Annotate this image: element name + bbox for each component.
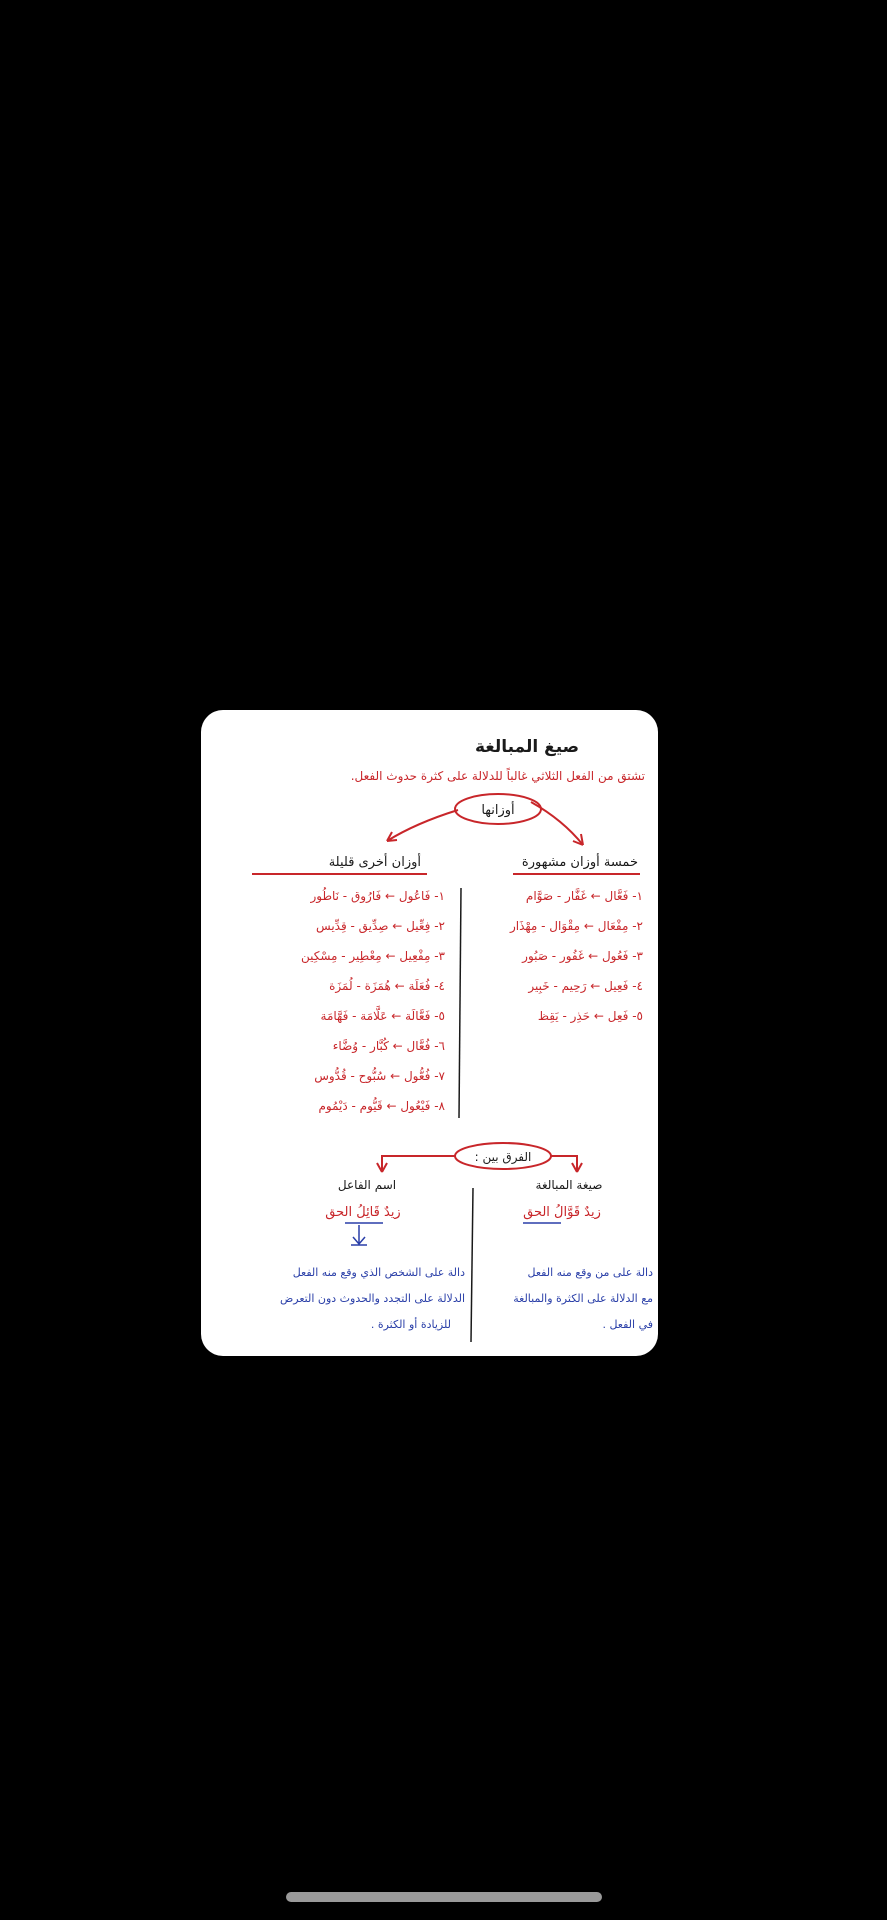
home-indicator[interactable] xyxy=(286,1892,602,1902)
agent-example: زيدٌ قَائِلُ الحق xyxy=(325,1205,401,1220)
arrow-to-famous xyxy=(531,802,583,845)
arrow-to-agent xyxy=(382,1156,455,1170)
rare-item: ٤- فُعَلَة ← هُمَزَة - لُمَزَة xyxy=(329,979,445,993)
note-title: صيغ المبالغة xyxy=(474,737,580,757)
difference-label: الفرق بين : xyxy=(474,1150,532,1164)
intensive-example: زيدٌ قَوَّالُ الحق xyxy=(523,1205,601,1220)
rare-heading: أوزان أخرى قليلة xyxy=(328,855,421,870)
famous-heading: خمسة أوزان مشهورة xyxy=(521,855,638,870)
rare-item: ١- فَاعُول ← فَارُوق - نَاطُور xyxy=(310,889,445,903)
rare-item: ٣- مِفْعِيل ← مِعْطِير - مِسْكِين xyxy=(300,949,445,963)
weights-label: أوزانها xyxy=(481,803,515,818)
note-image[interactable] xyxy=(201,710,658,1356)
intensive-description xyxy=(513,1266,653,1331)
rare-list xyxy=(301,886,446,1114)
rare-item: ٥- فَعَّالَة ← عَلَّامَة - فَهَّامَة xyxy=(320,1009,445,1023)
difference-divider xyxy=(471,1188,473,1342)
agent-description xyxy=(280,1266,465,1331)
famous-item: ١- فَعَّال ← غَفَّار - صَوَّام xyxy=(525,889,643,903)
note-definition: تشتق من الفعل الثلاثي غالباً للدلالة على كثرة حدوث الفعل. xyxy=(350,769,645,783)
rare-item: ٦- فُعَّال ← كُبَّار - وُضَّاء xyxy=(332,1039,445,1053)
agent-heading: اسم الفاعل xyxy=(337,1178,397,1192)
agent-desc-line: دالة على الشخص الذي وقع منه الفعل xyxy=(292,1266,465,1279)
intensive-desc-line: مع الدلالة على الكثرة والمبالغة xyxy=(513,1292,653,1305)
famous-item: ٢- مِفْعَال ← مِقْوَال - مِهْذَار xyxy=(509,919,643,933)
agent-example-arrow xyxy=(351,1225,367,1245)
rare-item: ٢- فِعِّيل ← صِدِّيق - قِدِّيس xyxy=(316,919,445,933)
famous-item: ٥- فَعِل ← حَذِر - يَقِظ xyxy=(537,1009,643,1023)
rare-item: ٨- فَيْعُول ← قَيُّوم - دَيْمُوم xyxy=(318,1099,445,1113)
famous-item: ٣- فَعُول ← غَفُور - صَبُور xyxy=(522,949,643,963)
arrow-to-rare xyxy=(387,810,458,841)
rare-item: ٧- فُعُّول ← سُبُّوح - قُدُّوس xyxy=(314,1069,445,1083)
agent-desc-line: للزيادة أو الكثرة . xyxy=(370,1318,451,1331)
famous-list xyxy=(509,887,644,1024)
weights-divider xyxy=(459,888,461,1118)
famous-item: ٤- فَعِيل ← رَحِيم - خَبِير xyxy=(528,979,643,993)
intensive-desc-line: دالة على من وقع منه الفعل xyxy=(527,1266,653,1279)
agent-desc-line: الدلالة على التجدد والحدوث دون التعرض xyxy=(279,1292,465,1305)
handwritten-note xyxy=(201,710,658,1356)
intensive-heading: صيغة المبالغة xyxy=(535,1178,603,1192)
intensive-desc-line: في الفعل . xyxy=(602,1318,653,1331)
